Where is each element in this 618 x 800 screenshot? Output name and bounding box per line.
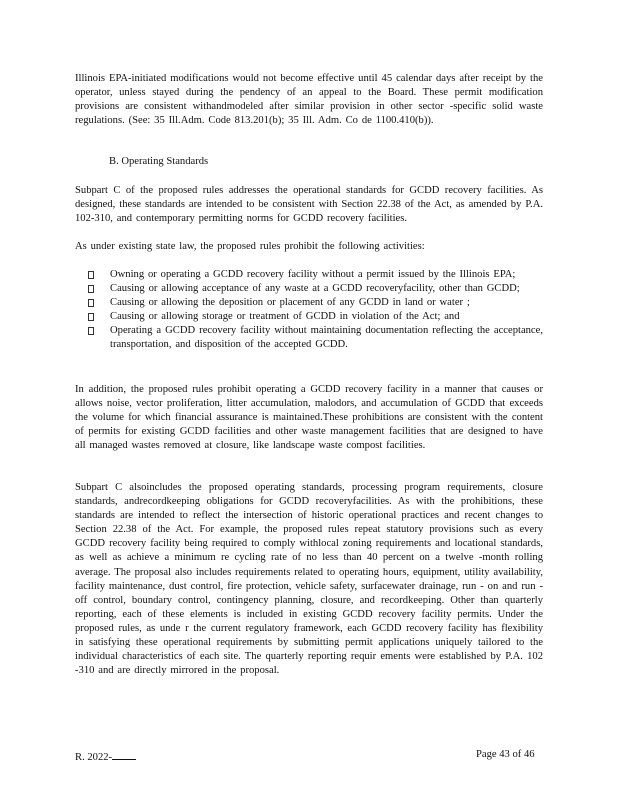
paragraph-permit-modifications: Illinois EPA-initiated modifications would not become effective until 45 calendar days after receipt by the operator, unless stayed during the pendency of an appeal to the Board. These permit modification provisions are consistent withandmodeled after similar provision in other sector -specific solid waste regulations. (See: 35 Ill.Adm. Code 813.201(b); 35 Ill. Adm. Co de 1100.410(b)). — [75, 73, 543, 127]
bullet-box-icon — [88, 299, 94, 307]
paragraph-additional-prohibitions: In addition, the proposed rules prohibit operating a GCDD recovery facility in a manner that causes or allows noise, vector proliferation, litter accumulation, malodors, and accumulation of GCDD that exceeds the volume for which financial assurance is maintained.These prohibitions are consistent with the content of permits for existing GCDD facilities and other waste management facilities that are designed to have all managed wastes removed at closure, like landscape waste compost facilities. — [75, 384, 543, 452]
bullet-box-icon — [88, 271, 94, 279]
bullet-box-icon — [88, 313, 94, 321]
paragraph-prohibitions-intro: As under existing state law, the proposed rules prohibit the following activities: — [75, 241, 425, 252]
footer-page-number: Page 43 of 46 — [476, 749, 535, 760]
list-item: Causing or allowing the deposition or placement of any GCDD in land or water ; — [88, 296, 543, 310]
prohibited-activities-list — [88, 268, 543, 353]
bullet-box-icon — [88, 285, 94, 293]
paragraph-operational-standards: Subpart C of the proposed rules addresses the operational standards for GCDD recovery facilities. As designed, these standards are intended to be consistent with Section 22.38 of the Act, as amended by P.A. 102-310, and contemporary permitting norms for GCDD recovery facilities. — [75, 185, 543, 225]
section-heading: B. Operating Standards — [109, 156, 209, 167]
list-item: Causing or allowing storage or treatment of GCDD in violation of the Act; and — [88, 310, 543, 324]
list-item: Owning or operating a GCDD recovery facility without a permit issued by the Illinois EPA; — [88, 268, 543, 282]
list-item: Causing or allowing acceptance of any waste at a GCDD recoveryfacility, other than GCDD; — [88, 282, 543, 296]
paragraph-subpart-c-details: Subpart C alsoincludes the proposed operating standards, processing program requirements, closure standards, andrecordkeeping obligations for GCDD recoveryfacilities. As with the prohibitions, these standards are intended to reflect the intersection of historic operational practices and recent changes to Section 22.38 of the Act. For example, the proposed rules repeat statutory provisions such as every GCDD recovery facility being required to comply withlocal zoning requirements and locational standards, as well as achieve a minimum re cycling rate of no less than 40 percent on a twelve -month rolling average. The proposal also includes requirements related to operating hours, equipment, utility availability, facility maintenance, dust control, fire protection, vehicle safety, surfacewater drainage, run - on and run -off control, boundary control, contingency planning, closure, and recordkeeping. Other than quarterly reporting, each of these elements is included in existing GCDD recovery facility permits. Under the proposed rules, as unde r the current regulatory framework, each GCDD recovery facility has flexibility in satisfying these operational requirements by submitting permit applications uniquely tailored to the individual characteristics of each site. The quarterly reporting requir ements were established by P.A. 102 -310 and are directly mirrored in the proposal. — [75, 482, 543, 677]
bullet-box-icon — [88, 327, 94, 335]
footer-docket: R. 2022- — [75, 749, 136, 763]
docket-blank-line — [112, 749, 136, 760]
list-item: Operating a GCDD recovery facility without maintaining documentation reflecting the acceptance, transportation, and disposition of the accepted GCDD. — [88, 324, 543, 352]
